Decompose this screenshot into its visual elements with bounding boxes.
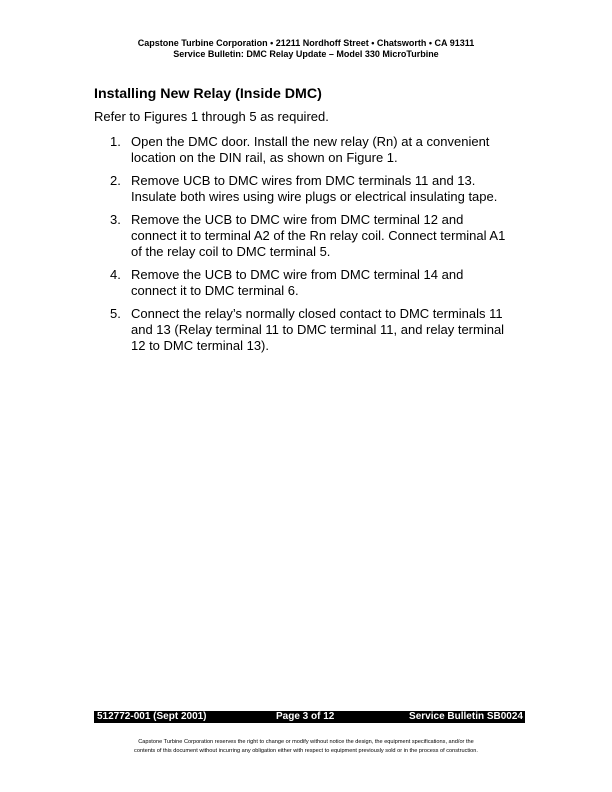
step-item-1 — [110, 134, 535, 166]
footer-page-number: Page 3 of 12 — [276, 711, 335, 722]
footer-disclaimer — [0, 738, 612, 756]
step-text-line: Remove UCB to DMC wires from DMC terminals 11 and 13. — [131, 173, 476, 188]
disclaimer-line: contents of this document without incurring any obligation either with respect to equipment previously sold or in the process of construction. — [134, 748, 478, 754]
step-text-line: and 13 (Relay terminal 11 to DMC terminal 11, and relay terminal — [131, 322, 505, 337]
header-bulletin-title: Service Bulletin: DMC Relay Update – Model 330 MicroTurbine — [173, 49, 439, 59]
step-text-line: 12 to DMC terminal 13). — [131, 338, 269, 353]
step-text-line: Remove the UCB to DMC wire from DMC terminal 12 and — [131, 212, 464, 227]
step-number: 1. — [110, 134, 121, 149]
step-item-3 — [110, 212, 535, 260]
step-text-line: location on the DIN rail, as shown on Figure 1. — [131, 150, 398, 165]
step-number: 5. — [110, 306, 121, 321]
header-company-address: Capstone Turbine Corporation • 21211 Nordhoff Street • Chatsworth • CA 91311 — [137, 38, 475, 48]
step-number: 3. — [110, 212, 121, 227]
footer-bar — [94, 711, 525, 723]
step-text-line: of the relay coil to DMC terminal 5. — [131, 244, 331, 259]
steps-list — [110, 134, 535, 361]
step-number: 2. — [110, 173, 121, 188]
step-item-2 — [110, 173, 535, 205]
step-item-4 — [110, 267, 535, 299]
step-number: 4. — [110, 267, 121, 282]
page-header — [0, 38, 612, 60]
step-text-line: Connect the relay’s normally closed contact to DMC terminals 11 — [131, 306, 503, 321]
section-heading: Installing New Relay (Inside DMC) — [94, 86, 322, 102]
step-item-5 — [110, 306, 535, 354]
step-text-line: Insulate both wires using wire plugs or electrical insulating tape. — [131, 189, 498, 204]
step-text-line: connect it to DMC terminal 6. — [131, 283, 299, 298]
step-text-line: connect it to terminal A2 of the Rn relay coil. Connect terminal A1 — [131, 228, 506, 243]
intro-text: Refer to Figures 1 through 5 as required. — [94, 109, 329, 124]
footer-bulletin-id: Service Bulletin SB0024 — [409, 711, 523, 722]
disclaimer-line: Capstone Turbine Corporation reserves the right to change or modify without notice the design, the equipment specifications, and/or the — [138, 739, 474, 745]
step-text-line: Open the DMC door. Install the new relay (Rn) at a convenient — [131, 134, 490, 149]
footer-doc-number: 512772-001 (Sept 2001) — [97, 711, 207, 722]
step-text-line: Remove the UCB to DMC wire from DMC terminal 14 and — [131, 267, 464, 282]
